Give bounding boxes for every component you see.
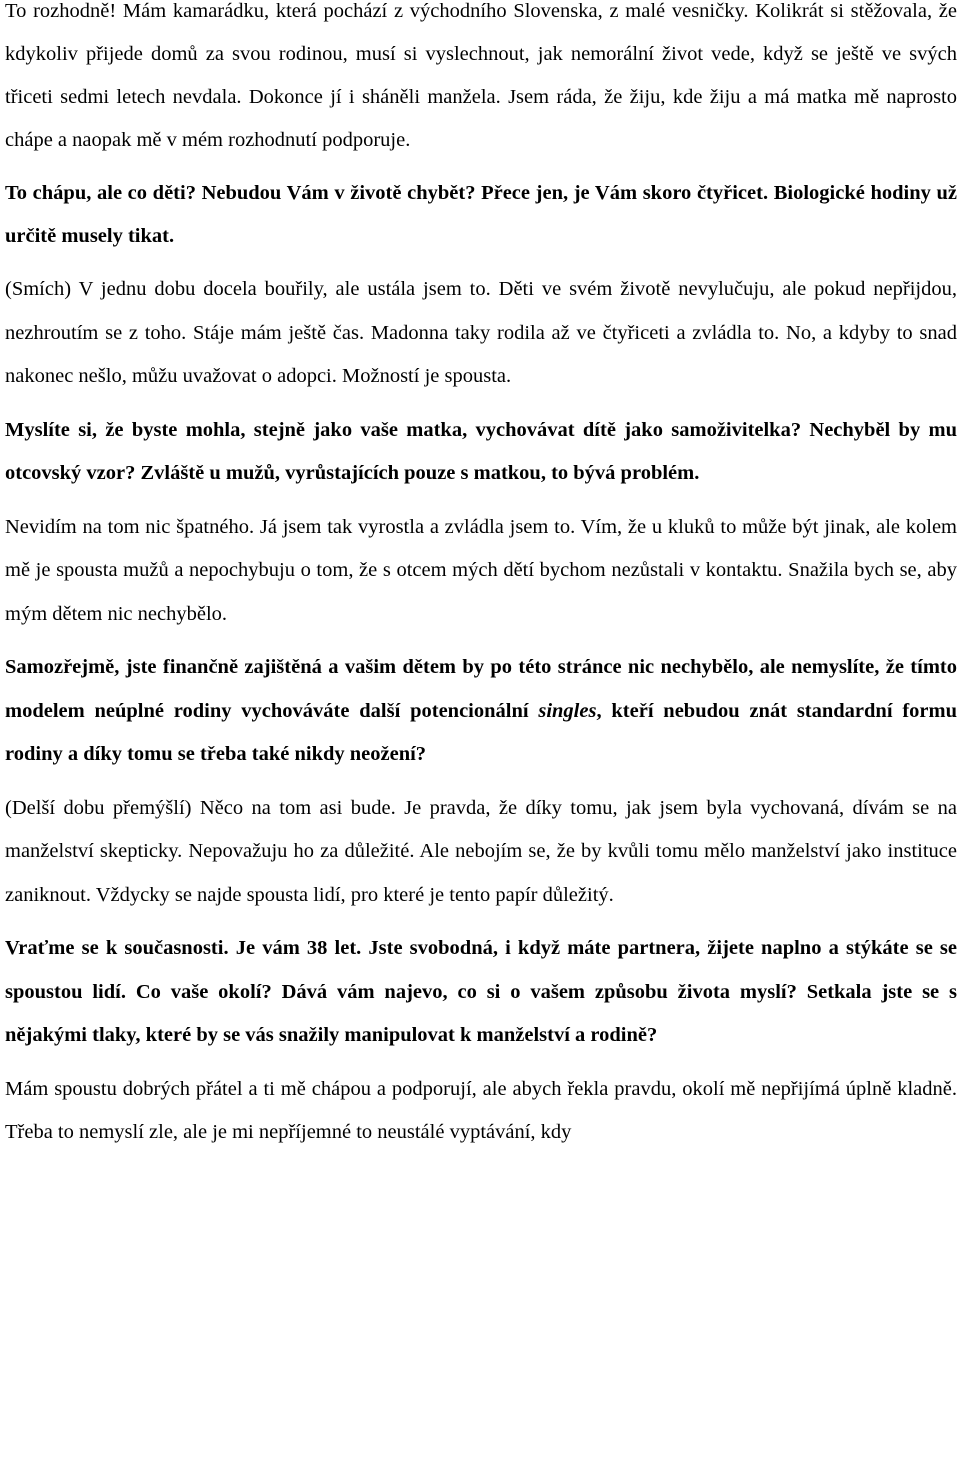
question-paragraph-2: Myslíte si, že byste mohla, stejně jako vaše matka, vychovávat dítě jako samoživitelka? Nechyběl by mu otcovský vzor? Zvláště u mužů, vyrůstajících pouze s matkou, to bývá problém. — [5, 418, 957, 484]
answer-paragraph-1: To rozhodně! Mám kamarádku, která pochází z východního Slovenska, z malé vesničky. Kolikrát si stěžovala, že kdykoliv přijede domů za svou rodinou, musí si vyslechnout, jak nemorální život vede, když se ještě ve svých třiceti sedmi letech nevdala. Dokonce jí i sháněli manžela. Jsem ráda, že žiju, kde žiju a má matka mě naprosto chápe a naopak mě v mém rozhodnutí podporuje. — [5, 0, 957, 151]
answer-paragraph-3: Nevidím na tom nic špatného. Já jsem tak vyrostla a zvládla jsem to. Vím, že u kluků to může být jinak, ale kolem mě je spousta mužů a nepochybuju o tom, že s otcem mých dětí bychom nezůstali v kontaktu. Snažila bych se, aby mým dětem nic nechybělo. — [5, 515, 957, 625]
document-page — [5, 0, 957, 1155]
question-3-italic-term: singles — [538, 699, 597, 722]
question-paragraph-4: Vraťme se k současnosti. Je vám 38 let. Jste svobodná, i když máte partnera, žijete naplno a stýkáte se se spoustou lidí. Co vaše okolí? Dává vám najevo, co si o vašem způsobu života myslí? Setkala jste se s nějakými tlaky, které by se vás snažily manipulovat k manželství a rodině? — [5, 937, 957, 1046]
answer-paragraph-2: (Smích) V jednu dobu docela bouřily, ale ustála jsem to. Děti ve svém životě nevylučuju, ale pokud nepřijdou, nezhroutím se z toho. Stáje mám ještě čas. Madonna taky rodila až ve čtyřiceti a zvládla to. No, a kdyby to snad nakonec nešlo, můžu uvažovat o adopci. Možností je spousta. — [5, 278, 957, 387]
question-paragraph-1: To chápu, ale co děti? Nebudou Vám v životě chybět? Přece jen, je Vám skoro čtyřicet. Biologické hodiny už určitě musely tikat. — [5, 182, 957, 247]
answer-paragraph-5: Mám spoustu dobrých přátel a ti mě chápou a podporují, ale abych řekla pravdu, okolí mě nepřijímá úplně kladně. Třeba to nemyslí zle, ale je mi nepříjemné to neustálé vyptávání, kdy — [5, 1077, 957, 1143]
answer-paragraph-4: (Delší dobu přemýšlí) Něco na tom asi bude. Je pravda, že díky tomu, jak jsem byla vychovaná, dívám se na manželství skepticky. Nepovažuju ho za důležité. Ale nebojím se, že by kvůli tomu mělo manželství jako instituce zaniknout. Vždycky se najde spousta lidí, pro které je tento papír důležitý. — [5, 796, 957, 906]
question-3-text-after: , kteří nebudou znát standardní formu rodiny a díky tomu se třeba také nikdy neožení? — [5, 699, 957, 765]
question-3-text-before: Samozřejmě, jste finančně zajištěná a vašim dětem by po této stránce nic nechybělo, ale nemyslíte, že tímto modelem neúplné rodiny vychováváte další potencionální — [5, 656, 957, 722]
question-paragraph-3 — [5, 646, 957, 777]
